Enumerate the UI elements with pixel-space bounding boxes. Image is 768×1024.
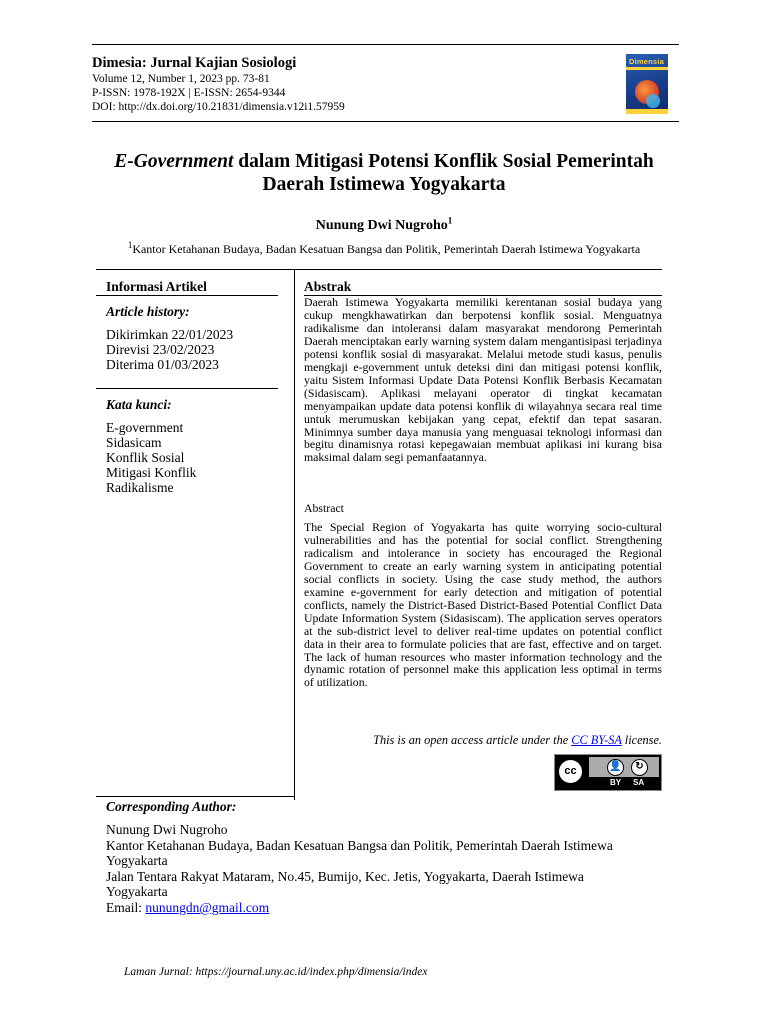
history-label: Article history: [106, 304, 190, 319]
affiliation: Kantor Ketahanan Budaya, Badan Kesatuan Bangsa dan Politik, Pemerintah Daerah Istimewa Yogyakarta [132, 242, 641, 256]
keywords-label: Kata kunci: [106, 397, 172, 412]
journal-doi[interactable]: DOI: http://dx.doi.org/10.21831/dimensia.v12i1.57959 [92, 101, 345, 113]
keyword-item: Sidasicam [106, 435, 162, 450]
history-accepted: Diterima 01/03/2023 [106, 357, 219, 372]
history-revised: Direvisi 23/02/2023 [106, 342, 215, 357]
license-text-after: license. [621, 733, 662, 747]
keyword-item: Konflik Sosial [106, 450, 185, 465]
abstract-english: The Special Region of Yogyakarta has quite worrying socio-cultural vulnerabilities and has the potential for social conflict. Strengthening radicalism and intolerance in society has encouraged the Regional Government to create an early warning system in anticipating potential social conflicts in society. Using the case study method, the authors examine e-government for early detection and mitigation of potential conflicts, namely the District-Based District-Based Potential Conflict Data Update Information System (Sidasiscam). The application serves operators at the sub-district level to deliver real-time updates on potential conflict data in their area to formulate policies that are fast, effective and on target. The lack of human resources who master information technology and the dynamic rotation of personnel make this application less optimal in terms of utilization. [304, 520, 662, 690]
journal-page-footer[interactable]: Laman Jurnal: https://journal.uny.ac.id/index.php/dimensia/index [124, 966, 428, 978]
title-rest: dalam Mitigasi Potensi Konflik Sosial Pemerintah [233, 151, 654, 172]
abstract-english-label: Abstract [304, 501, 344, 515]
left-head-rule [96, 295, 278, 296]
cover-strip [626, 109, 668, 114]
corresponding-email-line [106, 900, 666, 916]
journal-volume: Volume 12, Number 1, 2023 pp. 73-81 [92, 73, 270, 85]
cc-by-sa-badge[interactable] [554, 754, 662, 791]
corresponding-institution: Kantor Ketahanan Budaya, Badan Kesatuan Bangsa dan Politik, Pemerintah Daerah Istimewa [106, 838, 613, 853]
header-top-rule [92, 44, 679, 45]
affiliation-sup: 1 [127, 240, 133, 250]
person-icon: 👤 [607, 759, 624, 776]
history-submitted: Dikirimkan 22/01/2023 [106, 327, 234, 342]
abstract-heading: Abstrak [304, 279, 352, 294]
email-label: Email: [106, 900, 146, 915]
corresponding-institution-cont: Yogyakarta [106, 853, 168, 868]
email-link[interactable]: nunungdn@gmail.com [145, 900, 270, 915]
license-link[interactable]: CC BY-SA [571, 733, 622, 747]
journal-issn: P-ISSN: 1978-192X | E-ISSN: 2654-9344 [92, 87, 286, 99]
info-heading: Informasi Artikel [106, 279, 207, 294]
license-statement [304, 733, 662, 748]
corresponding-name: Nunung Dwi Nugroho [106, 822, 228, 837]
cover-title: Dimensia [629, 57, 664, 66]
left-mid-rule [96, 388, 278, 389]
badge-sa-label: SA [633, 778, 645, 787]
cover-graphic-accent [646, 94, 660, 108]
cover-band [626, 67, 668, 70]
box-top-rule [96, 269, 662, 270]
author-sup: 1 [447, 215, 453, 226]
corresponding-address-cont: Yogyakarta [106, 884, 168, 899]
header-bottom-rule [92, 121, 679, 122]
journal-cover-image [626, 54, 668, 114]
share-alike-icon: ↻ [631, 759, 648, 776]
badge-by-label: BY [610, 778, 622, 787]
abstract-indonesian: Daerah Istimewa Yogyakarta memiliki kerentanan sosial budaya yang cukup mengkhawatirkan dan berpotensi konflik sosial. Menguatnya radikalisme dan intoleransi dalam masyarakat mendorong Pemerintah Daerah menciptakan early warning system dalam mengantisipasi terjadinya potensi konflik sosial di masyarakat. Melalui metode studi kasus, penulis mengkaji e-government untuk deteksi dini dan mitigasi potensi konflik, yaitu Sistem Informasi Update Data Potensi Konflik Berbasis Kecamatan (Sidasiscam). Aplikasi melayani operator di tingkat kecamatan menyampaikan update data potensi konflik di wilayahnya secara real time untuk merumuskan kebijakan yang cepat, efektif dan tepat sasaran. Minimnya sumber daya manusia yang menguasai teknologi informasi dan begitu dinamisnya rotasi kepegawaian membuat aplikasi ini kurang bisa maksimal dalam segi pemanfaatannya. [304, 295, 662, 465]
corresponding-label: Corresponding Author: [106, 799, 237, 814]
journal-name: Dimesia: Jurnal Kajian Sosiologi [92, 55, 297, 71]
title-italic: E-Government [114, 151, 234, 172]
article-title [60, 150, 708, 196]
keyword-item: E-government [106, 420, 184, 435]
cc-icon: cc [557, 758, 584, 785]
author-name: Nunung Dwi Nugroho [315, 218, 448, 233]
affiliation-line [0, 242, 768, 257]
license-text-before: This is an open access article under the [373, 733, 572, 747]
badge-grey-band [589, 757, 659, 777]
title-line2: Daerah Istimewa Yogyakarta [262, 174, 506, 195]
corresponding-address: Jalan Tentara Rakyat Mataram, No.45, Bumijo, Kec. Jetis, Yogyakarta, Daerah Istimewa [106, 869, 584, 884]
keyword-item: Radikalisme [106, 480, 174, 495]
author-line [0, 215, 768, 234]
column-divider [294, 269, 295, 800]
keyword-item: Mitigasi Konflik [106, 465, 197, 480]
box-bottom-rule [96, 796, 294, 797]
